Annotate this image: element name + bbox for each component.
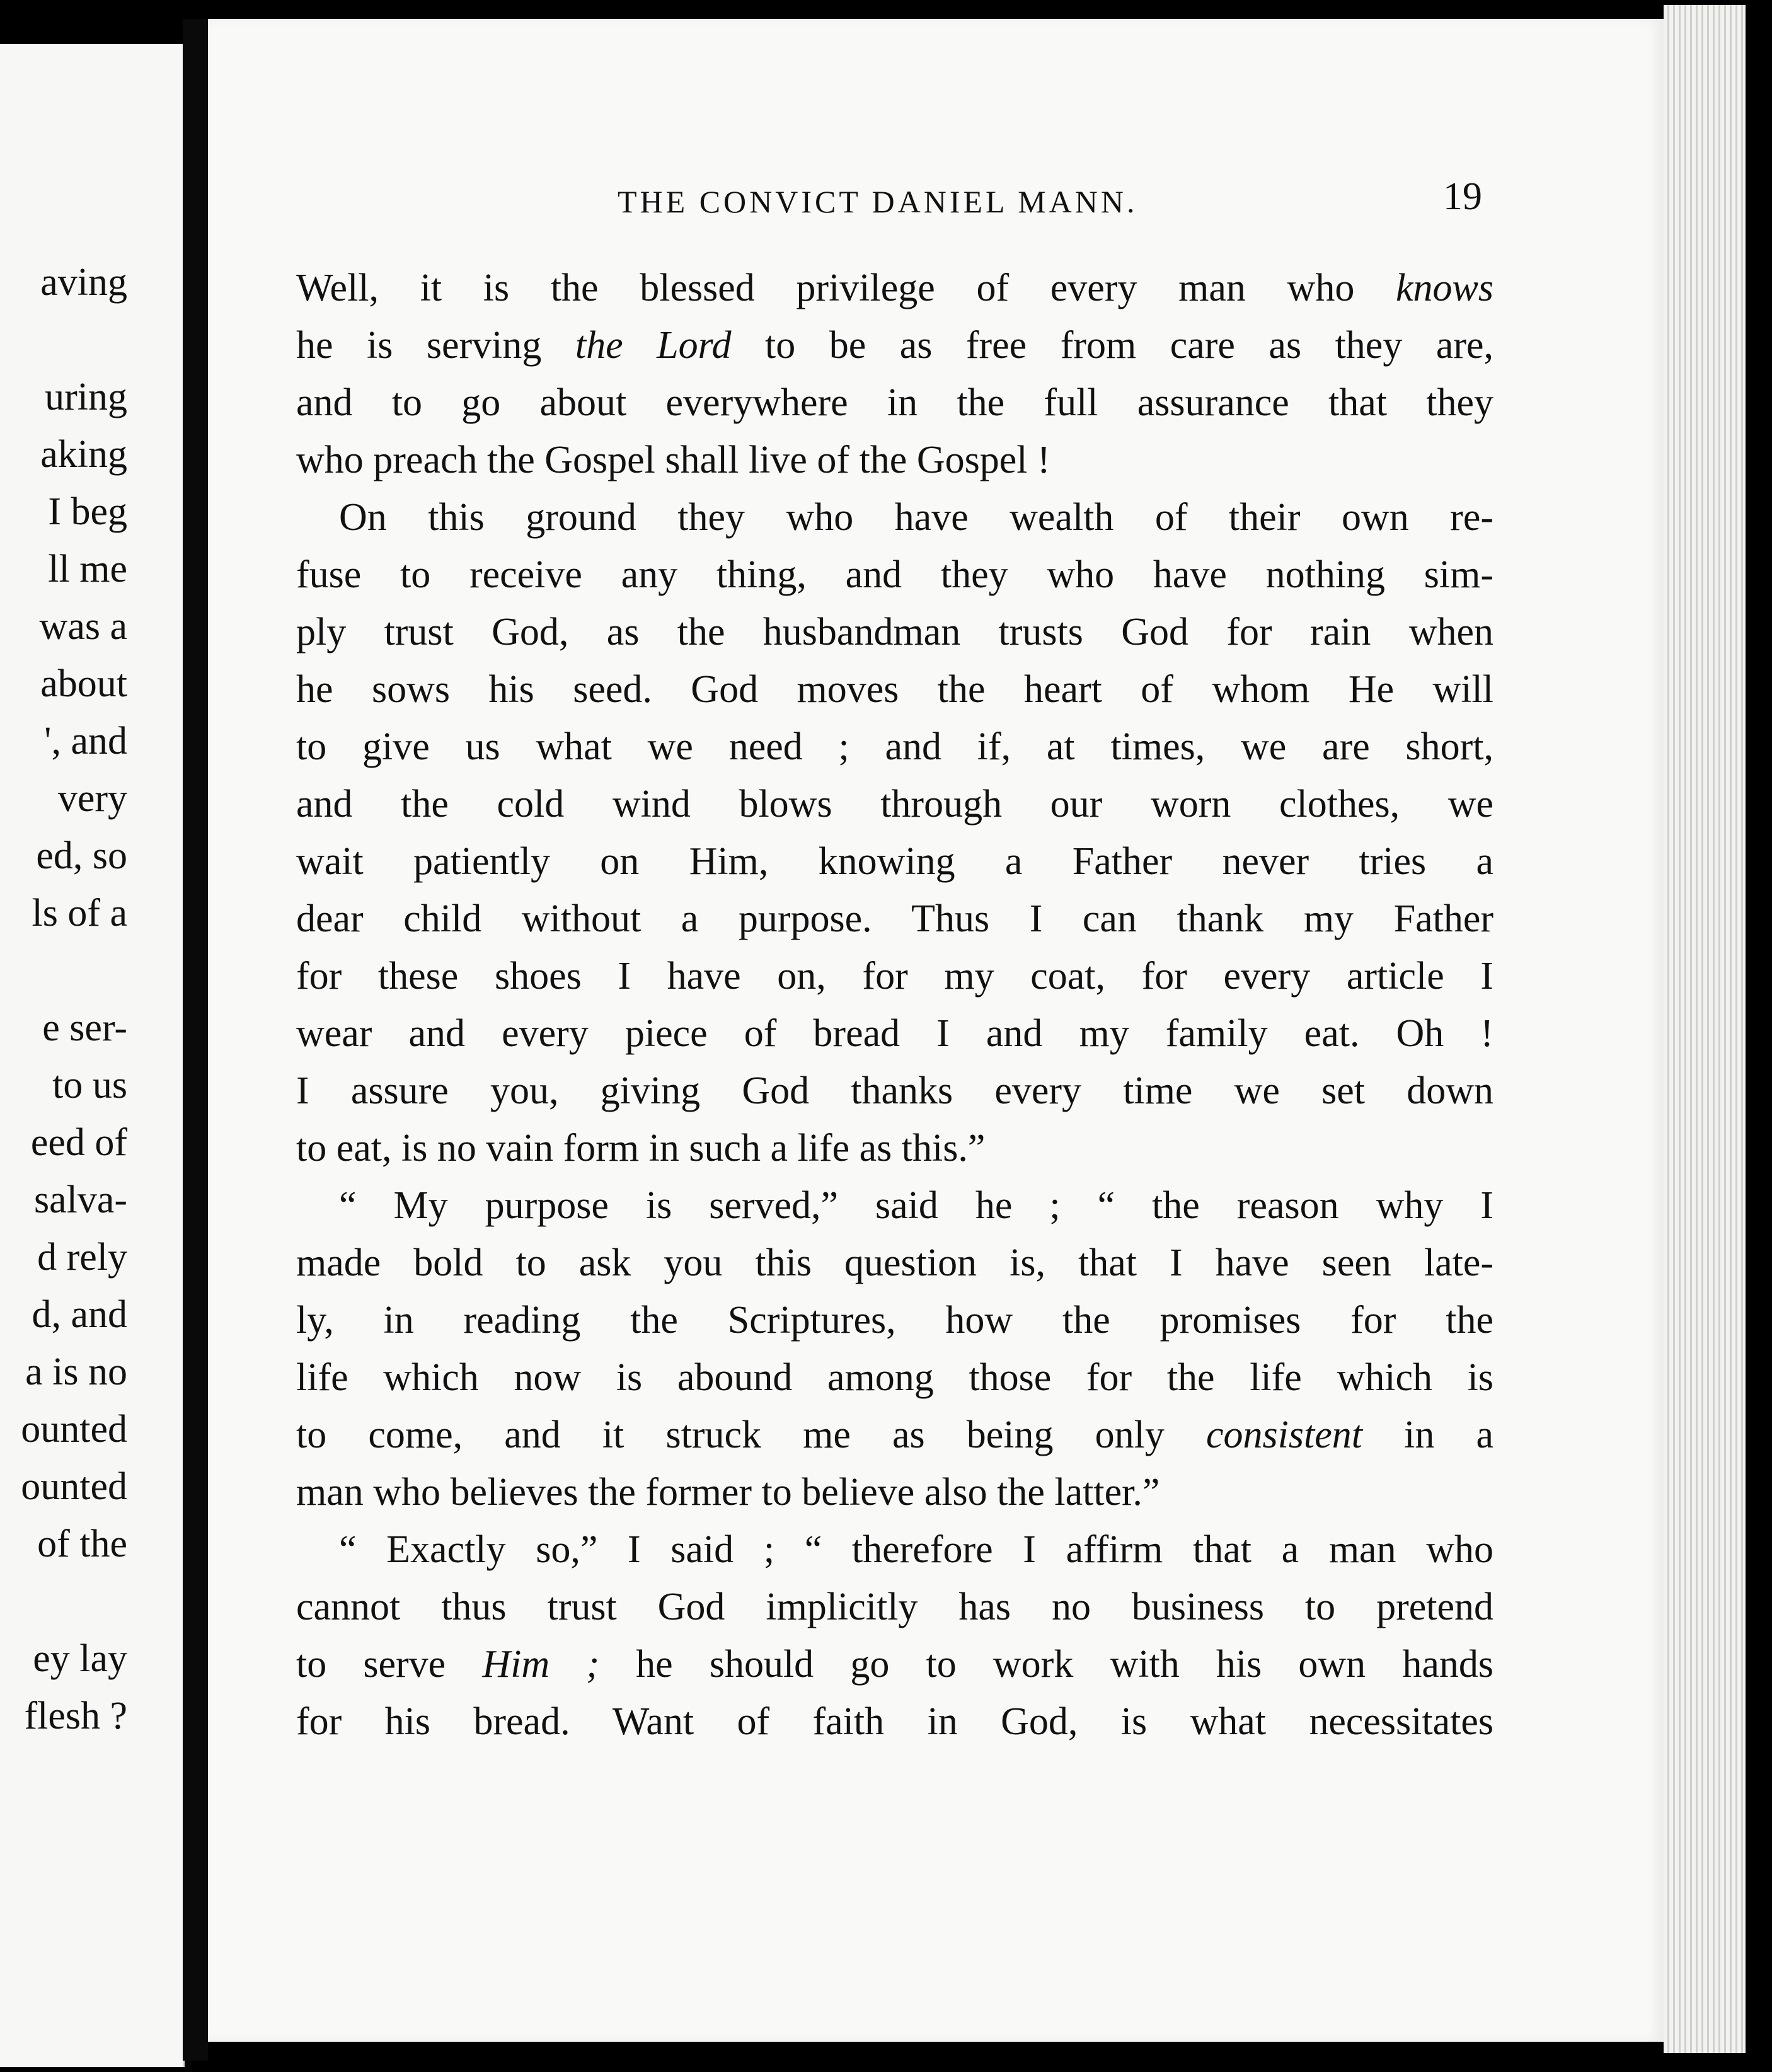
text-line [296, 1464, 1493, 1521]
text-segment: and to go about everywhere in the full assurance that they [296, 381, 1493, 424]
text-line [296, 833, 1493, 890]
text-line [296, 1636, 1493, 1693]
text-segment: dear child without a purpose. Thus I can thank my Father [296, 897, 1493, 940]
running-title: THE CONVICT DANIEL MANN. [618, 184, 1138, 219]
left-page-line: ed, so [36, 834, 127, 877]
left-page-line: ounted [21, 1465, 127, 1508]
book-gutter [183, 19, 208, 2061]
text-segment: ly, in reading the Scriptures, how the promises for the [296, 1299, 1493, 1342]
text-segment: life which now is abound among those for the life which is [296, 1356, 1493, 1399]
body-text [296, 260, 1493, 1751]
text-segment: ply trust God, as the husbandman trusts God for rain when [296, 611, 1493, 653]
text-line [296, 1521, 1493, 1579]
text-line [296, 1177, 1493, 1235]
text-segment: to be as free from care as they are, [731, 324, 1494, 367]
text-segment: he should go to work with his own hands [599, 1643, 1493, 1686]
left-page-line: ll me [48, 548, 127, 590]
text-line [296, 546, 1493, 604]
text-line [296, 1693, 1493, 1751]
text-segment: man who believes the former to believe also the latter.” [296, 1471, 1160, 1514]
text-line [296, 260, 1493, 317]
italic-text: knows [1396, 267, 1493, 309]
text-segment: On this ground they who have wealth of their own re- [339, 496, 1493, 539]
text-line [296, 1407, 1493, 1464]
text-line [296, 1235, 1493, 1292]
left-page-line: ey lay [33, 1637, 127, 1680]
text-line [296, 374, 1493, 432]
left-page-line: d rely [37, 1236, 127, 1279]
text-line [296, 1120, 1493, 1177]
left-page-line: ', and [44, 720, 127, 763]
text-segment: to serve [296, 1643, 483, 1686]
text-line [296, 948, 1493, 1005]
text-line [296, 317, 1493, 374]
left-page-line: aving [40, 261, 127, 304]
text-segment: “ Exactly so,” I said ; “ therefore I affirm that a man who [339, 1528, 1493, 1571]
left-page-line: ls of a [32, 892, 127, 935]
left-page-line: aking [40, 433, 127, 476]
text-line [296, 489, 1493, 546]
left-page-line: was a [39, 605, 127, 648]
text-segment: in a [1362, 1413, 1494, 1456]
left-page-line: a is no [25, 1350, 127, 1393]
text-segment: cannot thus trust God implicitly has no business to pretend [296, 1586, 1493, 1628]
text-line [296, 1349, 1493, 1407]
text-segment: fuse to receive any thing, and they who have nothing sim- [296, 553, 1493, 596]
text-segment: for these shoes I have on, for my coat, for every article I [296, 955, 1493, 998]
text-segment: to give us what we need ; and if, at times, we are short, [296, 725, 1493, 768]
left-page-line: ounted [21, 1408, 127, 1451]
text-segment: he is serving [296, 324, 575, 367]
left-page-line: of the [37, 1522, 127, 1565]
italic-text: consistent [1206, 1413, 1362, 1456]
text-segment: wait patiently on Him, knowing a Father never tries a [296, 840, 1493, 883]
text-segment: I assure you, giving God thanks every time we set down [296, 1069, 1493, 1112]
left-page-line: uring [45, 376, 127, 418]
text-segment: and the cold wind blows through our worn clothes, we [296, 783, 1493, 826]
left-page-line: to us [52, 1064, 127, 1107]
text-line [296, 661, 1493, 718]
left-page-line: e ser- [42, 1006, 127, 1049]
text-line [296, 1005, 1493, 1062]
left-page-line: d, and [32, 1293, 127, 1336]
text-segment: “ My purpose is served,” said he ; “ the reason why I [339, 1184, 1493, 1227]
text-line [296, 1062, 1493, 1120]
text-segment: he sows his seed. God moves the heart of whom He will [296, 668, 1493, 711]
text-segment: to eat, is no vain form in such a life as this.” [296, 1127, 986, 1170]
text-line [296, 890, 1493, 948]
page-edges [1664, 5, 1746, 2053]
previous-page-fragment [0, 44, 185, 2067]
text-line [296, 1579, 1493, 1636]
scan-border [1746, 0, 1772, 2072]
text-segment: Well, it is the blessed privilege of every man who [296, 267, 1396, 309]
text-segment: who preach the Gospel shall live of the Gospel ! [296, 439, 1050, 481]
text-line [296, 1292, 1493, 1349]
text-line [296, 604, 1493, 661]
left-page-line: I beg [48, 490, 127, 533]
left-page-line: about [40, 662, 127, 705]
left-page-line: eed of [30, 1121, 127, 1164]
text-segment: wear and every piece of bread I and my family eat. Oh ! [296, 1012, 1493, 1055]
text-line [296, 776, 1493, 833]
text-segment: to come, and it struck me as being only [296, 1413, 1207, 1456]
left-page-line: flesh ? [24, 1695, 127, 1737]
text-line [296, 432, 1493, 489]
text-segment: for his bread. Want of faith in God, is what necessitates [296, 1700, 1493, 1743]
italic-text: Him ; [482, 1643, 599, 1686]
page-number: 19 [1443, 175, 1482, 218]
text-line [296, 718, 1493, 776]
left-page-line: very [57, 777, 127, 820]
italic-text: the Lord [575, 324, 732, 367]
left-page-line: salva- [33, 1178, 127, 1221]
text-segment: made bold to ask you this question is, that I have seen late- [296, 1241, 1493, 1284]
